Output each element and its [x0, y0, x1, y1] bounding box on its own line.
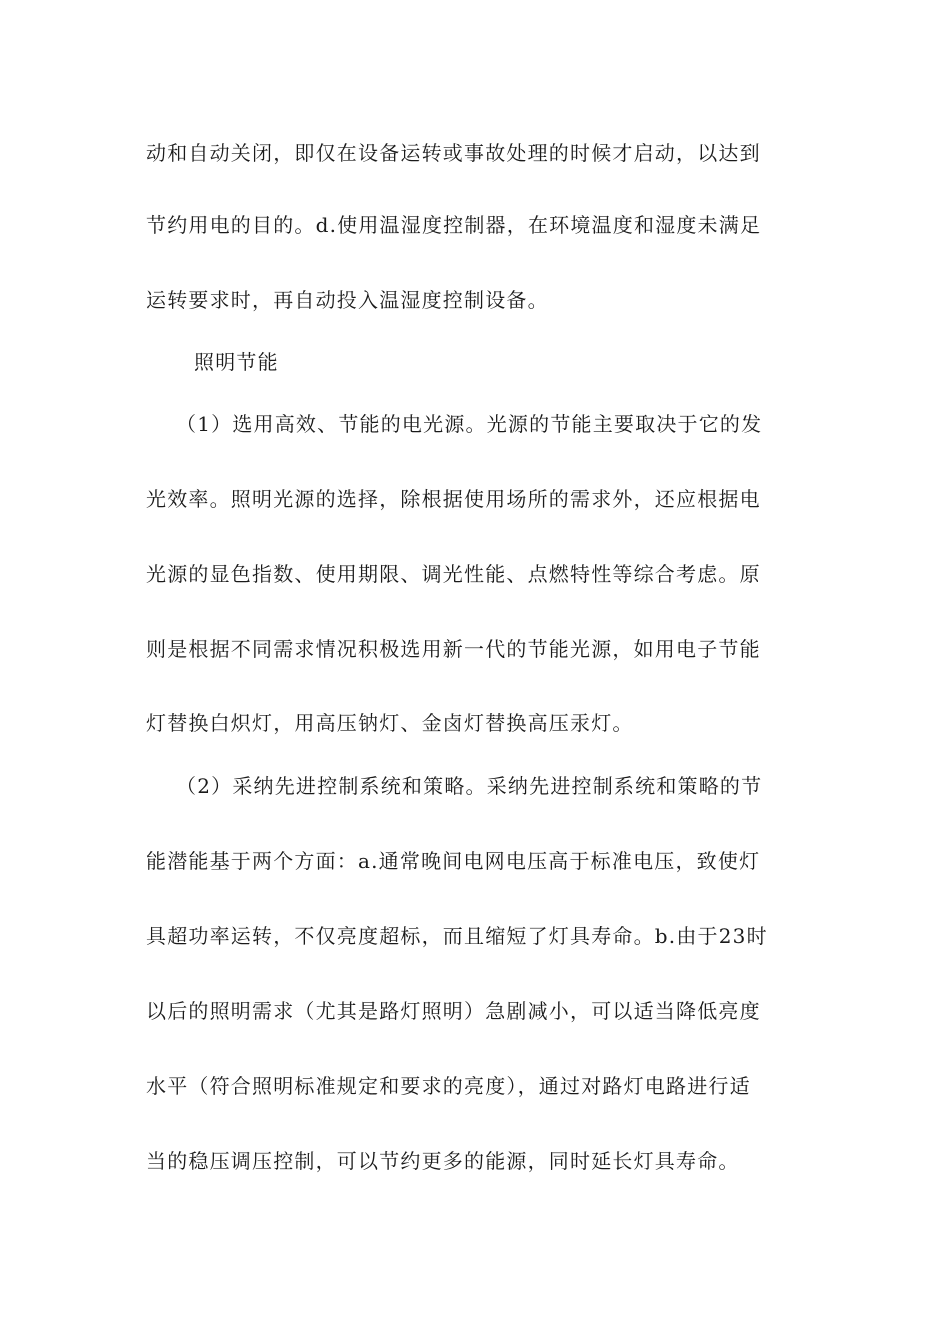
body-text-line: 水平（符合照明标准规定和要求的亮度），通过对路灯电路进行适: [146, 1074, 751, 1098]
body-text-line: 能潜能基于两个方面：a.通常晚间电网电压高于标准电压，致使灯: [146, 849, 761, 873]
body-text-line: 以后的照明需求（尤其是路灯照明）急剧减小，可以适当降低亮度: [146, 999, 761, 1023]
body-text-line: 灯替换白炽灯，用高压钠灯、金卤灯替换高压汞灯。: [146, 711, 634, 735]
body-text-line: 光源的显色指数、使用期限、调光性能、点燃特性等综合考虑。原: [146, 562, 761, 586]
body-text-line: 节约用电的目的。d.使用温湿度控制器，在环境温度和湿度未满足: [146, 213, 762, 237]
body-text-line: 运转要求时，再自动投入温湿度控制设备。: [146, 288, 549, 312]
body-text-line: 则是根据不同需求情况积极选用新一代的节能光源，如用电子节能: [146, 637, 761, 661]
body-text-line: 具超功率运转，不仅亮度超标，而且缩短了灯具寿命。b.由于23时: [146, 924, 768, 948]
body-text-line: 当的稳压调压控制，可以节约更多的能源，同时延长灯具寿命。: [146, 1149, 740, 1173]
body-text-line: （2）采纳先进控制系统和策略。采纳先进控制系统和策略的节: [176, 774, 763, 798]
body-text-line: 动和自动关闭，即仅在设备运转或事故处理的时候才启动，以达到: [146, 141, 761, 165]
body-text-line: 光效率。照明光源的选择，除根据使用场所的需求外，还应根据电: [146, 487, 761, 511]
body-text-line: （1）选用高效、节能的电光源。光源的节能主要取决于它的发: [176, 412, 763, 436]
section-heading: 照明节能: [194, 350, 279, 374]
